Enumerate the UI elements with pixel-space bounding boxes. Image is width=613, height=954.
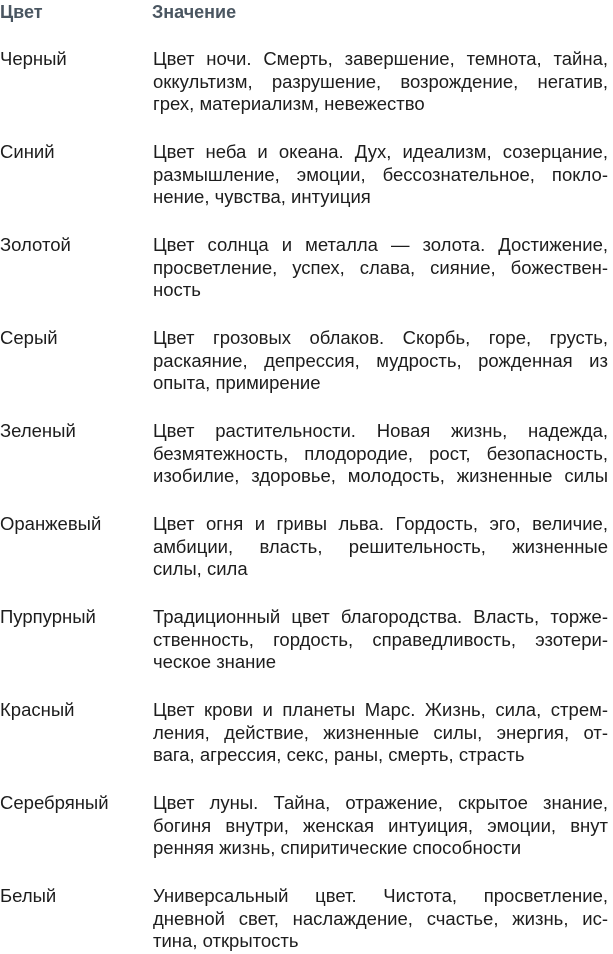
color-meaning xyxy=(153,606,608,674)
color-meaning xyxy=(153,885,608,953)
meaning-line: вага, агрессия, секс, раны, смерть, страсть xyxy=(153,744,525,766)
meaning-line: Цвет огня и гривы льва. Гордость, эго, величие, xyxy=(153,513,608,534)
header-color: Цвет xyxy=(0,2,43,22)
meaning-line: опыта, примирение xyxy=(153,372,321,394)
color-meaning xyxy=(153,513,608,581)
meaning-line: оккультизм, разрушение, возрождение, негатив, xyxy=(153,70,608,92)
meaning-line: размышление, эмоции, бессознательное, покло- xyxy=(153,163,608,185)
meaning-line: Цвет неба и океана. Дух, идеализм, созерцание, xyxy=(153,141,608,162)
color-name: Серый xyxy=(0,327,58,348)
color-meaning xyxy=(153,48,608,116)
color-name: Красный xyxy=(0,699,75,720)
meaning-line: ческое знание xyxy=(153,651,277,673)
meaning-line: ность xyxy=(153,279,201,301)
color-meaning xyxy=(153,327,608,395)
meaning-line: Цвет крови и планеты Марс. Жизнь, сила, стрем- xyxy=(153,699,608,720)
color-meaning xyxy=(153,699,608,767)
color-name: Пурпурный xyxy=(0,606,96,627)
color-name: Белый xyxy=(0,885,57,906)
color-name: Синий xyxy=(0,141,55,162)
meaning-line: амбиции, власть, решительность, жизненные xyxy=(153,535,608,557)
meaning-line: Цвет грозовых облаков. Скорбь, горе, грусть, xyxy=(153,327,608,348)
meaning-line: изобилие, здоровье, молодость, жизненные силы xyxy=(153,465,608,487)
meaning-line: ственность, гордость, справедливость, эзотери- xyxy=(153,628,608,650)
meaning-line: ления, действие, жизненные силы, энергия, от- xyxy=(153,721,608,743)
meaning-line: Цвет луны. Тайна, отражение, скрытое знание, xyxy=(153,792,608,813)
color-meaning xyxy=(153,141,608,209)
meaning-line: Традиционный цвет благородства. Власть, торже- xyxy=(153,606,608,627)
color-name: Черный xyxy=(0,48,67,69)
color-name: Зеленый xyxy=(0,420,76,441)
header-meaning: Значение xyxy=(152,2,237,22)
color-meaning xyxy=(153,792,608,860)
color-meaning xyxy=(153,420,608,488)
meaning-line: тина, открытость xyxy=(153,930,299,952)
color-name: Золотой xyxy=(0,234,71,255)
meaning-line: грех, материализм, невежество xyxy=(153,93,425,115)
table-header xyxy=(0,0,613,28)
meaning-line: безмятежность, плодородие, рост, безопасность, xyxy=(153,442,608,464)
meaning-line: нение, чувства, интуиция xyxy=(153,186,371,208)
color-name: Оранжевый xyxy=(0,513,102,534)
meaning-line: Цвет ночи. Смерть, завершение, темнота, тайна, xyxy=(153,48,608,69)
meaning-line: Цвет солнца и металла — золота. Достижение, xyxy=(153,234,608,255)
meaning-line: раскаяние, депрессия, мудрость, рожденная из xyxy=(153,349,608,371)
meaning-line: просветление, успех, слава, сияние, божествен- xyxy=(153,256,608,278)
meaning-line: Цвет растительности. Новая жизнь, надежда, xyxy=(153,420,608,441)
meaning-line: ренняя жизнь, спиритические способности xyxy=(153,837,522,859)
color-name: Серебряный xyxy=(0,792,109,813)
meaning-line: богиня внутри, женская интуиция, эмоции, внут xyxy=(153,814,608,836)
meaning-line: силы, сила xyxy=(153,558,248,580)
color-meaning xyxy=(153,234,608,302)
meaning-line: Универсальный цвет. Чистота, просветление, xyxy=(153,885,608,906)
meaning-line: дневной свет, наслаждение, счастье, жизнь, ис- xyxy=(153,907,608,929)
